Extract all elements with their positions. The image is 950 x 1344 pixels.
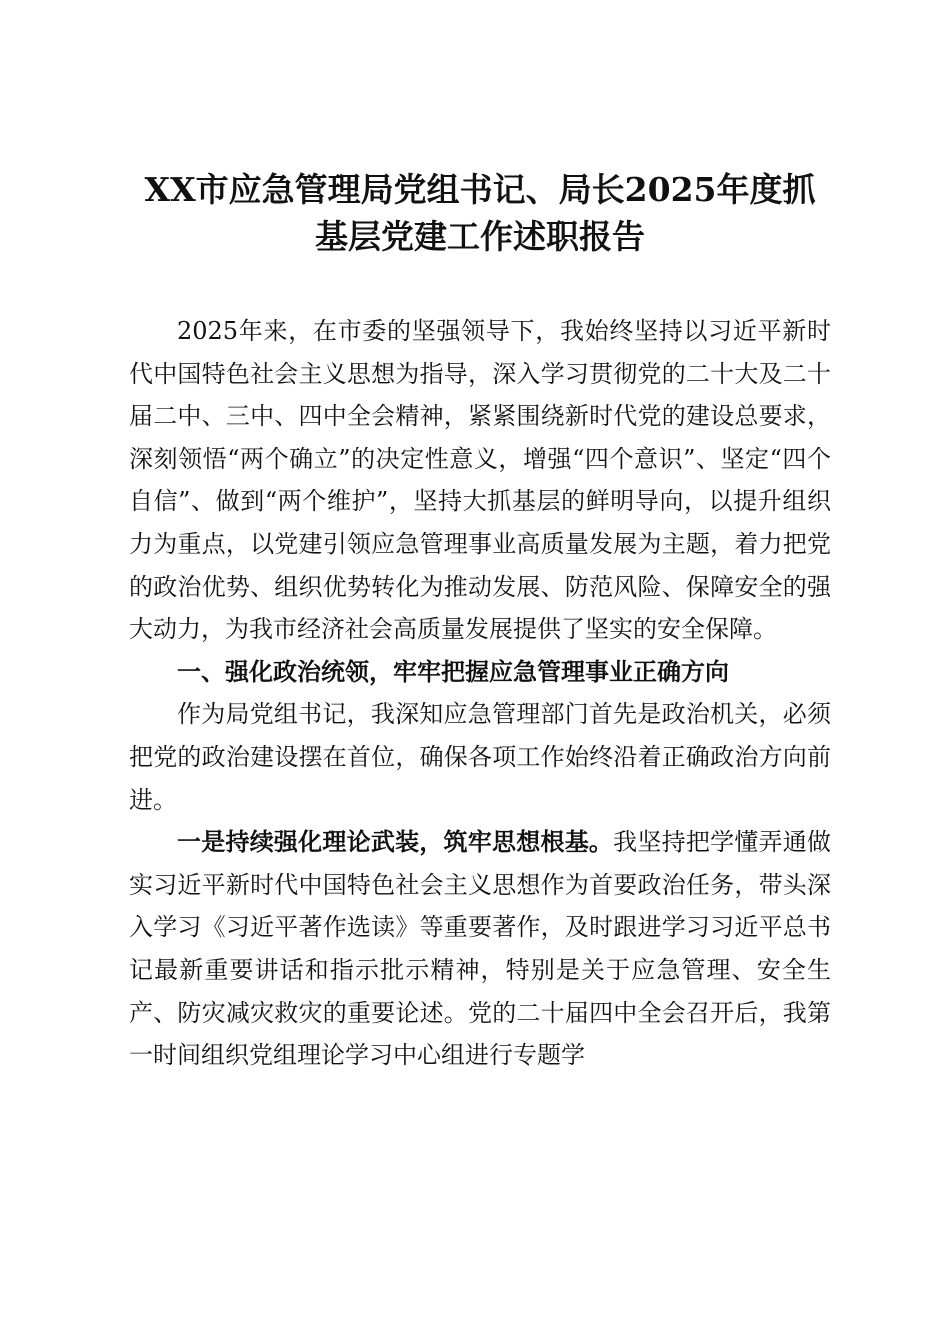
document-title: [110, 166, 850, 260]
intro-paragraph: 2025年来，在市委的坚强领导下，我始终坚持以习近平新时代中国特色社会主义思想为指导，深入学习贯彻党的二十大及二十届二中、三中、四中全会精神，紧紧围绕新时代党的建设总要求，深刻领悟“两个确立”的决定性意义，增强“四个意识”、坚定“四个自信”、做到“两个维护”，坚持大抓基层的鲜明导向，以提升组织力为重点，以党建引领应急管理事业高质量发展为主题，着力把党的政治优势、组织优势转化为推动发展、防范风险、保障安全的强大动力，为我市经济社会高质量发展提供了坚实的安全保障。: [129, 317, 831, 644]
title-line-1: XX市应急管理局党组书记、局长2025年度抓: [144, 170, 816, 209]
point-1-lead: 一是持续强化理论武装，筑牢思想根基。: [177, 828, 614, 857]
section-1-intro-paragraph: 作为局党组书记，我深知应急管理部门首先是政治机关，必须把党的政治建设摆在首位，确保各项工作始终沿着正确政治方向前进。: [129, 700, 831, 814]
point-1-text: 我坚持把学懂弄通做实习近平新时代中国特色社会主义思想作为首要政治任务，带头深入学习《习近平著作选读》等重要著作，及时跟进学习习近平总书记最新重要讲话和指示批示精神，特别是关于应急管理、安全生产、防灾减灾救灾的重要论述。党的二十届四中全会召开后，我第一时间组织党组理论学习中心组进行专题学: [129, 828, 832, 1070]
document-body: [129, 310, 831, 1077]
title-line-2: 基层党建工作述职报告: [315, 217, 645, 256]
section-1-heading: 一、强化政治统领，牢牢把握应急管理事业正确方向: [177, 657, 729, 686]
point-1-paragraph: [129, 821, 831, 1077]
